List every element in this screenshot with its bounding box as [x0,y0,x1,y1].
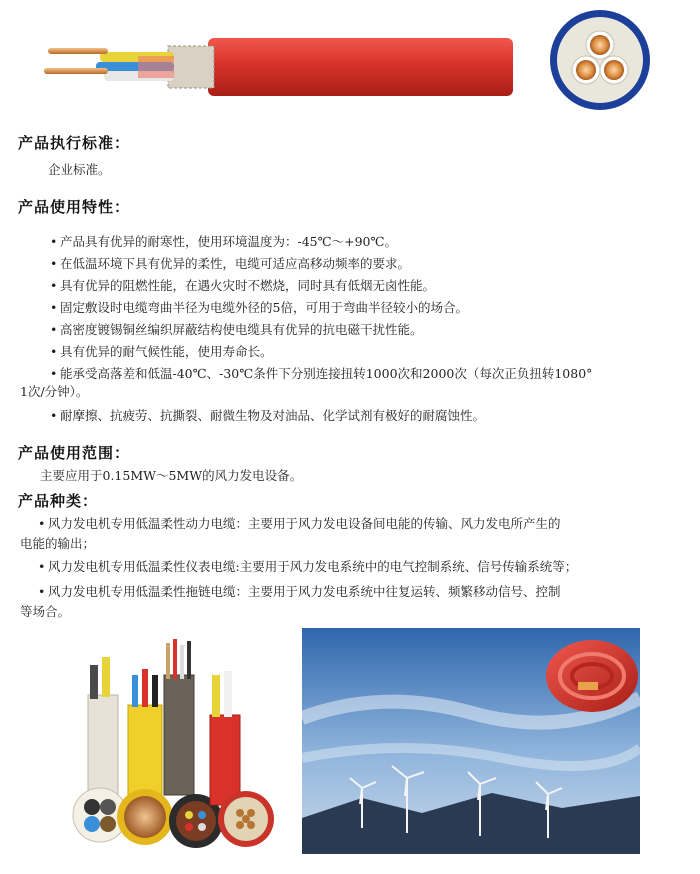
feature-item: • 耐摩擦、抗疲劳、抗撕裂、耐微生物及对油品、化学试剂有极好的耐腐蚀性。 [50,408,486,423]
type-item: • 风力发电机专用低温柔性拖链电缆：主要用于风力发电系统中往复运转、频繁移动信号、控制 [38,584,561,599]
feature-item: • 具有优异的阻燃性能，在遇火灾时不燃烧，同时具有低烟无卤性能。 [50,278,436,293]
feature-item: • 在低温环境下具有优异的柔性，电缆可适应高移动频率的要求。 [50,256,411,271]
standard-text: 企业标准。 [48,162,111,177]
type-item: • 风力发电机专用低温柔性动力电缆：主要用于风力发电设备间电能的传输、风力发电所产生的 [38,516,561,531]
type-item-continuation: 电能的输出； [20,536,96,551]
feature-item: • 产品具有优异的耐寒性，使用环境温度为：-45℃～+90℃。 [50,234,397,249]
bullet-glyph: • [50,278,58,293]
feature-item: • 具有优异的耐气候性能，使用寿命长。 [50,344,273,359]
feature-item: • 能承受高落差和低温-40℃、-30℃条件下分别连接扭转1000次和2000次（每次正负扭转1080° [50,366,593,381]
standard-heading: 产品执行标准： [18,134,131,152]
feature-item: • 高密度镀锡铜丝编织屏蔽结构使电缆具有优异的抗电磁干扰性能。 [50,322,423,337]
feature-item: • 固定敷设时电缆弯曲半径为电缆外径的5倍，可用于弯曲半径较小的场合。 [50,300,468,315]
bullet-glyph: • [50,344,58,359]
type-item: • 风力发电机专用低温柔性仪表电缆:主要用于风力发电系统中的电气控制系统、信号传输系统等； [38,559,578,574]
bullet-glyph: • [50,256,58,271]
bullet-glyph: • [38,559,46,574]
cables-assortment-image [60,635,292,853]
cable-cross-section-image [548,8,652,112]
wind-turbines-photo [302,628,640,854]
scope-text: 主要应用于0.15MW～5MW的风力发电设备。 [40,468,303,483]
bullet-glyph: • [38,584,46,599]
scope-heading: 产品使用范围： [18,444,131,462]
bullet-glyph: • [50,234,58,249]
types-heading: 产品种类： [18,492,99,510]
bullet-glyph: • [50,408,58,423]
bullet-glyph: • [50,322,58,337]
bullet-glyph: • [50,300,58,315]
bullet-glyph: • [38,516,46,531]
type-item-continuation: 等场合。 [20,604,71,619]
bullet-glyph: • [50,366,58,381]
product-cable-image [38,8,528,118]
features-heading: 产品使用特性： [18,198,131,216]
feature-item-continuation: 1次/分钟）。 [20,384,89,399]
